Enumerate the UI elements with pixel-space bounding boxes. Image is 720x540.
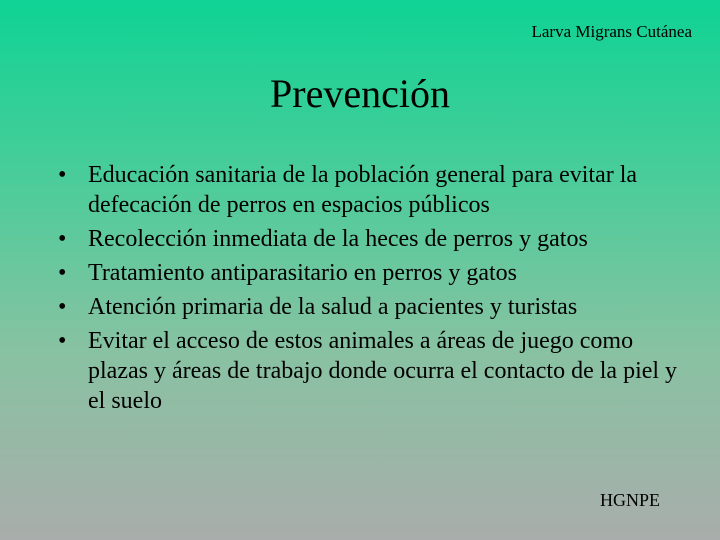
- bullet-list: [58, 160, 678, 420]
- bullet-icon: •: [58, 226, 67, 252]
- bullet-item: [58, 258, 678, 288]
- bullet-icon: •: [58, 162, 67, 188]
- bullet-item: [58, 292, 678, 322]
- bullet-item: [58, 224, 678, 254]
- bullet-icon: •: [58, 294, 67, 320]
- bullet-icon: •: [58, 328, 67, 354]
- bullet-text: Evitar el acceso de estos animales a áreas de juego como plazas y áreas de trabajo donde ocurra el contacto de la piel y el suelo: [88, 328, 678, 414]
- bullet-item: [58, 160, 678, 220]
- bullet-icon: •: [58, 260, 67, 286]
- header-topic: Larva Migrans Cutánea: [531, 22, 692, 41]
- bullet-text: Recolección inmediata de la heces de perros y gatos: [88, 226, 588, 252]
- footer-label: HGNPE: [599, 490, 660, 510]
- slide-title: Prevención: [270, 71, 450, 116]
- bullet-text: Educación sanitaria de la población general para evitar la defecación de perros en espacios públicos: [88, 162, 638, 218]
- bullet-text: Atención primaria de la salud a pacientes y turistas: [88, 294, 578, 320]
- bullet-item: [58, 326, 678, 416]
- bullet-text: Tratamiento antiparasitario en perros y gatos: [88, 260, 517, 286]
